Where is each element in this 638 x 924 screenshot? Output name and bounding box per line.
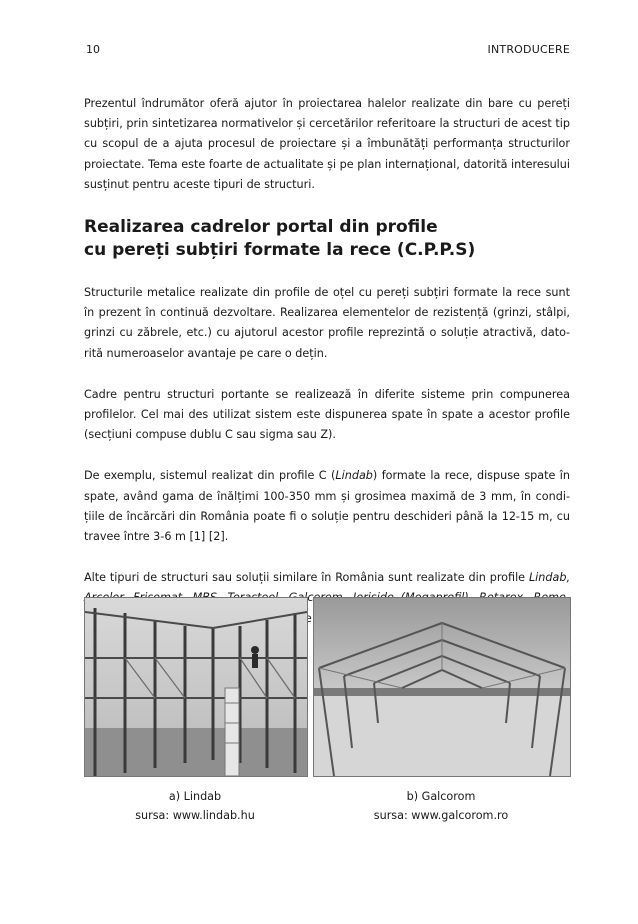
page-header [86,43,570,57]
paragraph-3-brand: Lindab [335,469,373,483]
figure-a-source: sursa: www.lindab.hu [135,809,255,822]
paragraph-3-text-b: ) formate la rece, dispuse spate în spate, având gama de înălțimi 100-350 mm și grosimea maximă de 3 mm, în condițiile de încărcări din România poate fi o soluție pentru deschideri până la 12-15 m, cu travee între 3-6 m [1] [2]. [84,469,571,544]
figure-b-caption [313,787,569,825]
section-title [84,216,570,261]
running-head: INTRODUCERE [487,43,570,56]
figure-a-caption [84,787,306,825]
intro-paragraph: Prezentul îndrumător oferă ajutor în proiectarea halelor realizate din bare cu pereți subțiri, prin sintetizarea normativelor și cercetărilor referitoare la structuri de acest tip cu scopul de a ajuta procesul de proiectare și a îmbunătăți performanța structurilor proiectate. Tema este foarte de actualitate și pe plan internațional, datorită interesului susținut pentru aceste tipuri de structuri. [84,97,570,191]
section-title-line-1: Realizarea cadrelor portal din profile [84,217,438,238]
photo-lindab-structure [84,597,308,777]
paragraph-1: Structurile metalice realizate din profile de oțel cu pereți subțiri formate la rece sunt în prezent în continuă dezvoltare. Realizarea elementelor de rezistență (grinzi, stâlpi, grinzi cu zăbrele, etc.) cu ajutorul acestor profile reprezintă o soluție atractivă, datorită numeroaselor avantaje pe care o dețin. [84,286,570,360]
paragraph-3-text-a: De exemplu, sistemul realizat din profile C ( [84,469,336,483]
photo-galcorom-image [314,598,570,776]
paragraph-4-brands: Lindab, [528,571,570,585]
figure-b-source: sursa: www.galcorom.ro [373,809,509,822]
photo-lindab-image [85,598,307,776]
figure-group [84,597,570,777]
paragraph-2: Cadre pentru structuri portante se realizează în diferite sisteme prin compunerea profilelor. Cel mai des utilizat sistem este dispunerea spate în spate a acestor profile (secțiuni compuse dublu C sau sigma sau Z). [84,387,570,442]
figure-b-label: b) Galcorom [406,790,476,803]
paragraph-3 [84,466,570,547]
photo-galcorom-structure [313,597,571,777]
paragraph-4-text-a: Alte tipuri de structuri sau soluții similare în România sunt realizate din profile [84,571,529,585]
figure-a-label: a) Lindab [168,790,222,803]
section-title-line-2: cu pereți subțiri formate la rece (C.P.P.S) [84,239,476,260]
page-number: 10 [86,43,100,56]
